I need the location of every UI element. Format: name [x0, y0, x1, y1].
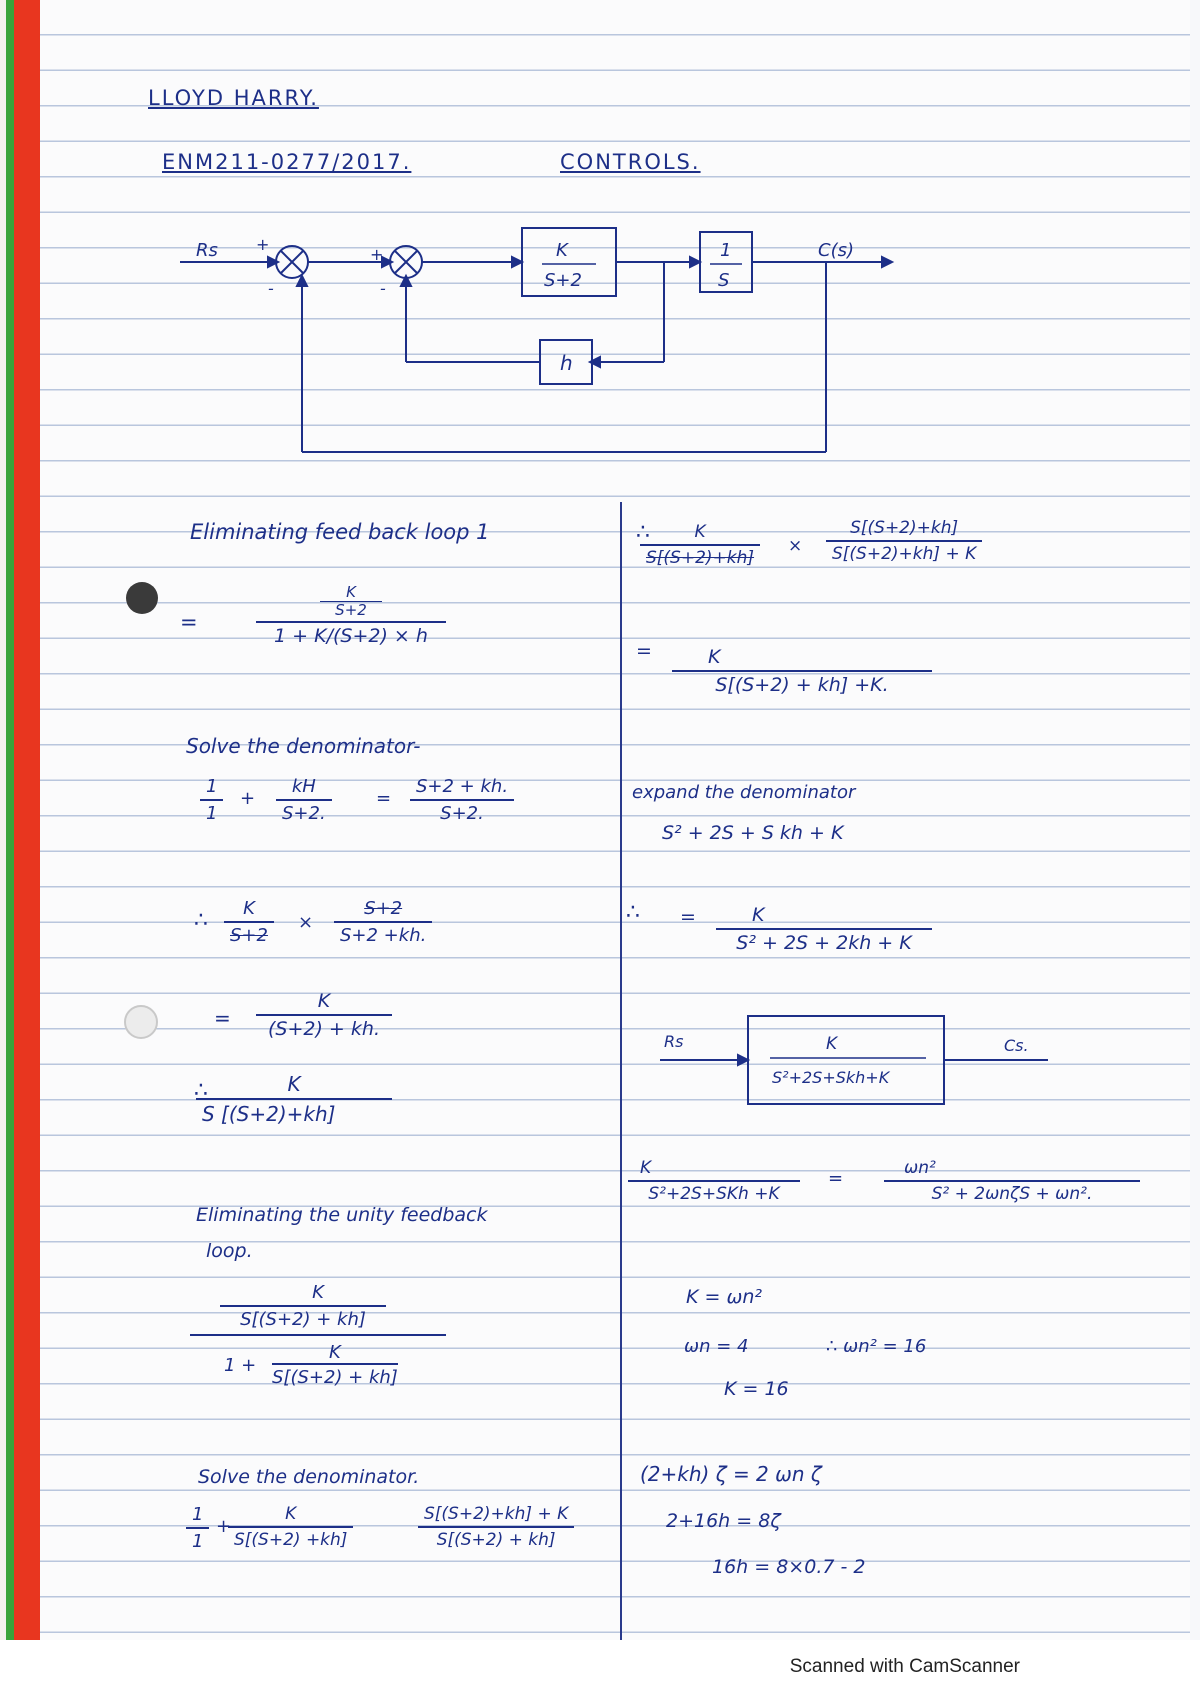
eq2-equals: =: [214, 1006, 231, 1030]
compare-lhs-den: S²+2S+SKh +K: [648, 1184, 780, 1204]
therefore-2: ∴: [194, 1078, 208, 1103]
integrator-numerator: 1: [720, 240, 732, 261]
step2-top: [190, 1282, 446, 1330]
solve2-plus: +: [216, 1516, 232, 1537]
r2-fraction: [672, 646, 932, 696]
eq3-den: S [(S+2)+kh]: [202, 1102, 336, 1126]
solve1-plus: +: [240, 788, 256, 809]
sum1-plus-sign: +: [256, 235, 270, 254]
step2-top-den: S[(S+2) + kh]: [220, 1305, 386, 1330]
compare-equals: =: [828, 1168, 844, 1189]
compare-rhs: [884, 1158, 1140, 1204]
solve1-rhs: [410, 776, 514, 824]
solve-denominator-1: Solve the denominator-: [186, 734, 421, 758]
therefore-3: ∴: [636, 520, 650, 545]
reduced-block-num: K: [826, 1034, 838, 1054]
compare-rhs-den: S² + 2ωnζS + ωn².: [931, 1184, 1093, 1204]
solve1-mid-den: S+2.: [282, 803, 326, 824]
r3-equals: =: [680, 906, 696, 928]
step2-bottom: [190, 1336, 446, 1388]
sum2-plus-sign: +: [370, 245, 384, 264]
solve-denominator-2: Solve the denominator.: [198, 1466, 420, 1488]
solve2-lhs: [186, 1504, 209, 1552]
damping-eq-2: 2+16h = 8ζ: [666, 1510, 781, 1532]
mult1-second-den: S+2 +kh.: [340, 925, 427, 946]
r3-num: K: [752, 904, 765, 926]
column-divider: [620, 502, 622, 1662]
step2-bottom-den: S[(S+2) + kh]: [272, 1363, 398, 1388]
forward-block-numerator: K: [556, 240, 568, 261]
solve2-rhs-num: S[(S+2)+kh] + K: [424, 1504, 569, 1524]
solve2-lhs-den: 1: [192, 1531, 204, 1552]
registration-number: ENM211-0277/2017.: [162, 150, 412, 174]
forward-block-denominator: S+2: [544, 270, 582, 291]
step2-heading-cont: loop.: [206, 1240, 253, 1262]
r3-fraction: [716, 904, 932, 954]
r2-equals: =: [636, 640, 652, 662]
step2-bottom-fraction: [272, 1342, 398, 1388]
solve1-rhs-num: S+2 + kh.: [416, 776, 509, 797]
r1-first: [640, 522, 760, 568]
student-name: LLOYD HARRY.: [148, 86, 319, 110]
integrator-denominator: S: [718, 270, 730, 291]
feedback-gain-h: h: [560, 351, 573, 375]
step2-heading: Eliminating the unity feedback: [196, 1204, 488, 1226]
k-value: K = 16: [724, 1378, 789, 1400]
r1-first-num: K: [694, 522, 706, 542]
step2-outer-fraction: [190, 1282, 446, 1388]
solve2-mid-num: K: [285, 1504, 297, 1524]
r2-num: K: [708, 646, 721, 668]
step1-inner-den: S+2: [320, 601, 382, 619]
diagram-output-label: C(s): [818, 240, 854, 261]
scanner-footer: [0, 1640, 1200, 1698]
solve1-lhs-den: 1: [206, 803, 218, 824]
r1-first-den: S[(S+2)+kh]: [646, 548, 755, 568]
solve1-equals: =: [376, 788, 392, 809]
solve1-lhs-num: 1: [206, 776, 218, 797]
solve2-lhs-num: 1: [192, 1504, 204, 1525]
compare-lhs-num: K: [640, 1158, 652, 1178]
camscanner-watermark: Scanned with CamScanner: [789, 1656, 1020, 1677]
step1-main-fraction: [256, 584, 446, 647]
damping-eq-3: 16h = 8×0.7 - 2: [712, 1556, 866, 1578]
solve2-mid-den: S[(S+2) +kh]: [234, 1530, 348, 1550]
wn-value: ωn = 4: [684, 1336, 749, 1357]
damping-eq-1: (2+kh) ζ = 2 ωn ζ: [640, 1462, 822, 1486]
mult1-second-num: S+2: [364, 898, 403, 919]
diagram-input-label: Rs: [196, 240, 218, 261]
expanded-expression: S² + 2S + S kh + K: [662, 822, 844, 844]
r3-den: S² + 2S + 2kh + K: [736, 932, 912, 954]
solve1-mid: [276, 776, 332, 824]
mult1-first: [224, 898, 274, 946]
eq2-num: K: [317, 990, 331, 1012]
reduced-block-den: S²+2S+Skh+K: [772, 1068, 890, 1087]
reduced-input-label: Rs: [664, 1032, 684, 1051]
punch-hole-top: [126, 582, 158, 614]
compare-rhs-num: ωn²: [904, 1158, 936, 1178]
sum1-minus-sign: -: [268, 279, 274, 298]
r1-second-num: S[(S+2)+kh]: [850, 518, 959, 538]
step1-heading: Eliminating feed back loop 1: [190, 520, 490, 544]
step2-top-num: K: [312, 1282, 324, 1303]
solve1-mid-num: kH: [291, 776, 316, 797]
r1-second-den: S[(S+2)+kh] + K: [832, 544, 977, 564]
subject-title: CONTROLS.: [560, 150, 701, 174]
r2-den: S[(S+2) + kh] +K.: [715, 674, 889, 696]
therefore-1: ∴: [194, 908, 208, 933]
mult1-first-num: K: [243, 898, 255, 919]
k-equals-wn-squared: K = ωn²: [686, 1286, 763, 1308]
reduced-output-label: Cs.: [1004, 1036, 1029, 1055]
step1-inner-num: K: [346, 583, 356, 601]
solve1-lhs: [200, 776, 223, 824]
step1-equals: =: [180, 610, 198, 634]
solve1-rhs-den: S+2.: [440, 803, 484, 824]
step1-denominator: 1 + K/(S+2) × h: [274, 625, 428, 647]
r1-times: ×: [788, 536, 803, 556]
eq3-num: K: [287, 1072, 301, 1096]
block-diagram: [0, 0, 1200, 480]
mult1-times: ×: [298, 912, 314, 933]
punch-hole-bottom: [124, 1005, 158, 1039]
therefore-4: ∴: [626, 900, 640, 925]
eq2-fraction: [256, 990, 392, 1040]
mult1-second: [334, 898, 432, 946]
expand-denominator-note: expand the denominator: [632, 782, 856, 803]
step2-bottom-num: K: [329, 1342, 341, 1363]
eq3-fraction: [196, 1072, 392, 1126]
r1-second: [826, 518, 982, 564]
solve2-rhs-den: S[(S+2) + kh]: [436, 1530, 556, 1550]
step2-bottom-lead: 1 +: [224, 1354, 257, 1376]
eq2-den: (S+2) + kh.: [268, 1018, 380, 1040]
sum2-minus-sign: -: [380, 279, 386, 298]
solve2-rhs: [418, 1504, 574, 1550]
wn-squared-value: ∴ ωn² = 16: [826, 1336, 927, 1357]
solve2-mid: [228, 1504, 353, 1550]
mult1-first-den: S+2: [230, 925, 268, 946]
compare-lhs: [628, 1158, 800, 1204]
